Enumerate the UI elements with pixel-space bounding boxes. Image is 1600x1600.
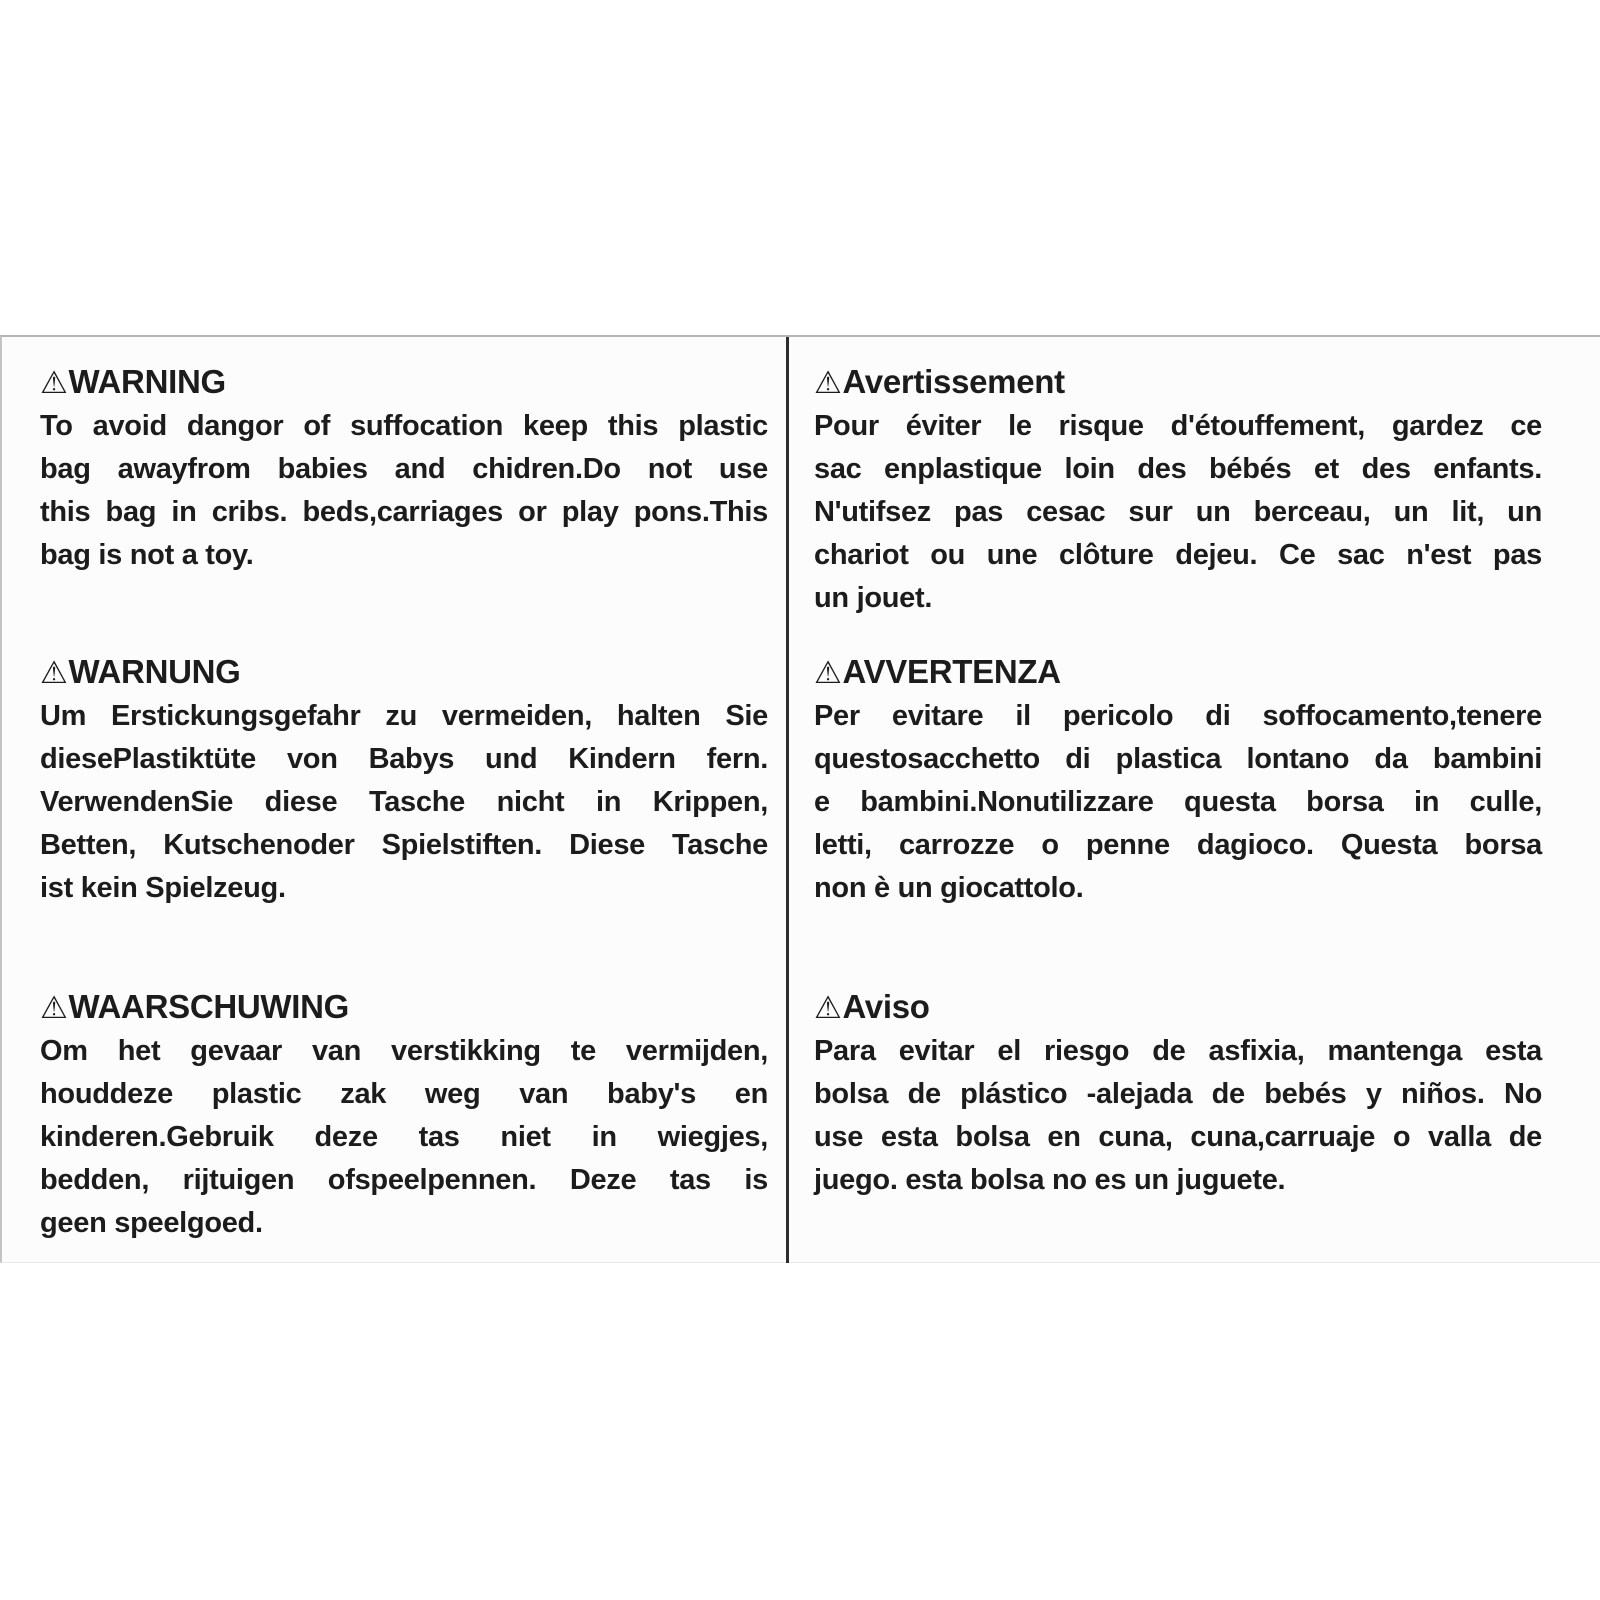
section-warning-english (2, 337, 786, 645)
body-line: To avoid dangor of suffocation keep this plastic (40, 410, 768, 442)
warning-triangle-icon: ⚠ (814, 365, 842, 401)
body-line: non è un giocattolo. (814, 872, 1084, 904)
body-line: Per evitare il pericolo di soffocamento,tenere (814, 700, 1542, 732)
section-heading (814, 650, 1542, 695)
body-line: diesePlastiktüte von Babys und Kindern fern. (40, 743, 768, 775)
body-line: e bambini.Nonutilizzare questa borsa in culle, (814, 786, 1542, 818)
section-avvertenza-italian (789, 645, 1600, 970)
section-title: WARNUNG (68, 653, 241, 690)
body-line: chariot ou une clôture dejeu. Ce sac n'est pas (814, 539, 1542, 571)
section-body (40, 695, 768, 910)
section-body (814, 405, 1542, 620)
body-line: Um Erstickungsgefahr zu vermeiden, halten Sie (40, 700, 768, 732)
warning-triangle-icon: ⚠ (40, 365, 68, 401)
body-line: juego. esta bolsa no es un juguete. (814, 1164, 1286, 1196)
body-line: Para evitar el riesgo de asfixia, mantenga esta (814, 1035, 1542, 1067)
body-line: geen speelgoed. (40, 1207, 263, 1239)
body-line: VerwendenSie diese Tasche nicht in Krippen, (40, 786, 768, 818)
section-heading (40, 360, 768, 405)
section-waarschuwing-dutch (2, 970, 786, 1263)
section-body (814, 695, 1542, 910)
warning-label-panel (0, 335, 1600, 1263)
section-title: Avertissement (842, 363, 1065, 400)
section-body (814, 1030, 1542, 1202)
section-aviso-spanish (789, 970, 1600, 1263)
section-heading (814, 360, 1542, 405)
body-line: bolsa de plástico -alejada de bebés y niños. No (814, 1078, 1542, 1110)
warning-triangle-icon: ⚠ (814, 990, 842, 1026)
section-avertissement-french (789, 337, 1600, 645)
body-line: Betten, Kutschenoder Spielstiften. Diese Tasche (40, 829, 768, 861)
body-line: Pour éviter le risque d'étouffement, gardez ce (814, 410, 1542, 442)
body-line: sac enplastique loin des bébés et des enfants. (814, 453, 1542, 485)
section-title: WARNING (68, 363, 226, 400)
body-line: un jouet. (814, 582, 933, 614)
body-line: houddeze plastic zak weg van baby's en (40, 1078, 768, 1110)
warning-triangle-icon: ⚠ (40, 655, 68, 691)
body-line: kinderen.Gebruik deze tas niet in wiegjes, (40, 1121, 768, 1153)
section-body (40, 405, 768, 577)
body-line: letti, carrozze o penne dagioco. Questa borsa (814, 829, 1542, 861)
body-line: bag awayfrom babies and chidren.Do not use (40, 453, 768, 485)
body-line: use esta bolsa en cuna, cuna,carruaje o valla de (814, 1121, 1542, 1153)
section-heading (814, 985, 1542, 1030)
section-warnung-german (2, 645, 786, 970)
body-line: N'utifsez pas cesac sur un berceau, un lit, un (814, 496, 1542, 528)
section-body (40, 1030, 768, 1245)
body-line: questosacchetto di plastica lontano da bambini (814, 743, 1542, 775)
section-heading (40, 985, 768, 1030)
section-title: WAARSCHUWING (68, 988, 350, 1025)
body-line: ist kein Spielzeug. (40, 872, 286, 904)
warning-triangle-icon: ⚠ (814, 655, 842, 691)
body-line: Om het gevaar van verstikking te vermijden, (40, 1035, 768, 1067)
body-line: bedden, rijtuigen ofspeelpennen. Deze tas is (40, 1164, 768, 1196)
body-line: this bag in cribs. beds,carriages or play pons.This (40, 496, 768, 528)
section-heading (40, 650, 768, 695)
section-title: Aviso (842, 988, 930, 1025)
warning-triangle-icon: ⚠ (40, 990, 68, 1026)
body-line: bag is not a toy. (40, 539, 254, 571)
section-title: AVVERTENZA (842, 653, 1061, 690)
